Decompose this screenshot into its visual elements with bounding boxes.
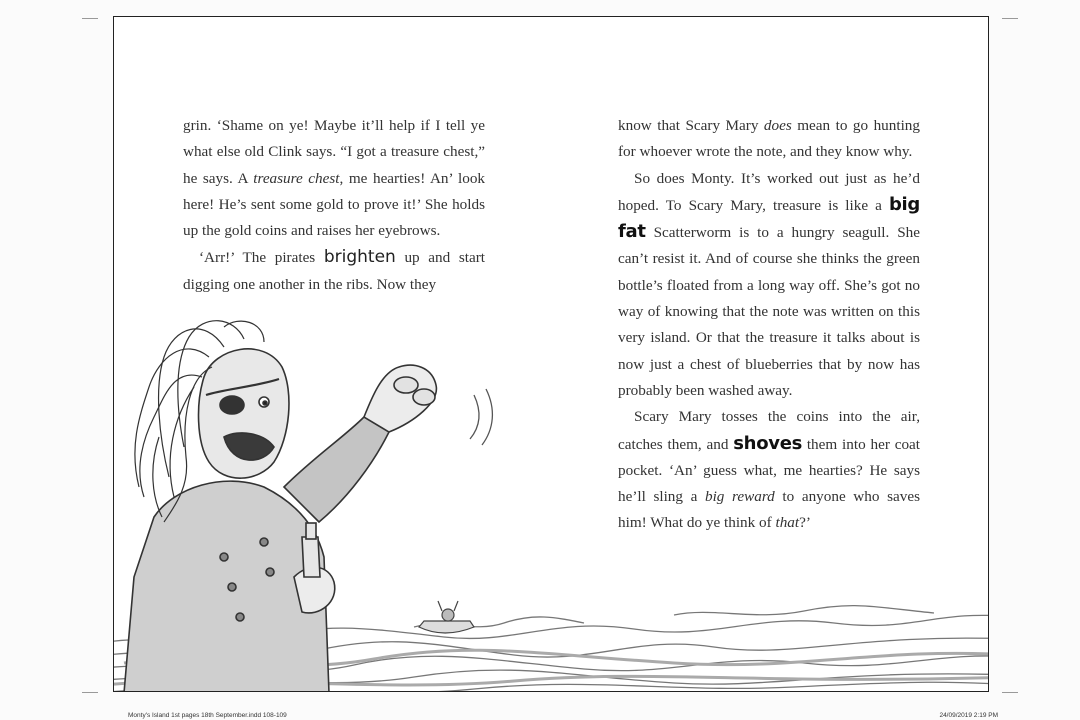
right-page-text [618,113,920,537]
book-spread [113,16,989,692]
paragraph: So does Monty. It’s worked out just as he’d hoped. To Scary Mary, treasure is like a big fat Scatterworm is to a hungry seagull. She can’t resist it. And of course she thinks the green bottle’s floated from a long way off. She’s got no way of knowing that the note was written on this very island. Or that the treasure it talks about is now just a chest of blueberries that by now has probably been washed away. [618,169,920,399]
crop-mark-top-left [82,18,98,19]
print-slug-right: 24/09/2019 2:19 PM [939,712,998,719]
paragraph: Scary Mary tosses the coins into the air, catches them, and shoves them into her coat pocket. ‘An’ guess what, me hearties? He says he’ll sling a big reward to anyone who saves him! What do ye think of that?’ [618,408,921,532]
paragraph: know that Scary Mary does mean to go hunting for whoever wrote the note, and they know why. [618,117,920,161]
crop-mark-top-right [1002,18,1018,19]
paragraph: ‘Arr!’ The pirates brighten up and start digging one another in the ribs. Now they [183,247,485,293]
paragraph: grin. ‘Shame on ye! Maybe it’ll help if I tell ye what else old Clink says. “I got a treasure chest,” he says. A treasure chest, me hearties! An’ look here! He’s sent some gold to prove it!’ She holds up the gold coins and raises her eyebrows. [183,117,486,240]
left-page-text [183,113,485,298]
crop-mark-bottom-right [1002,692,1018,693]
crop-mark-bottom-left [82,692,98,693]
print-slug-left: Monty's Island 1st pages 18th September.indd 108-109 [128,712,287,719]
